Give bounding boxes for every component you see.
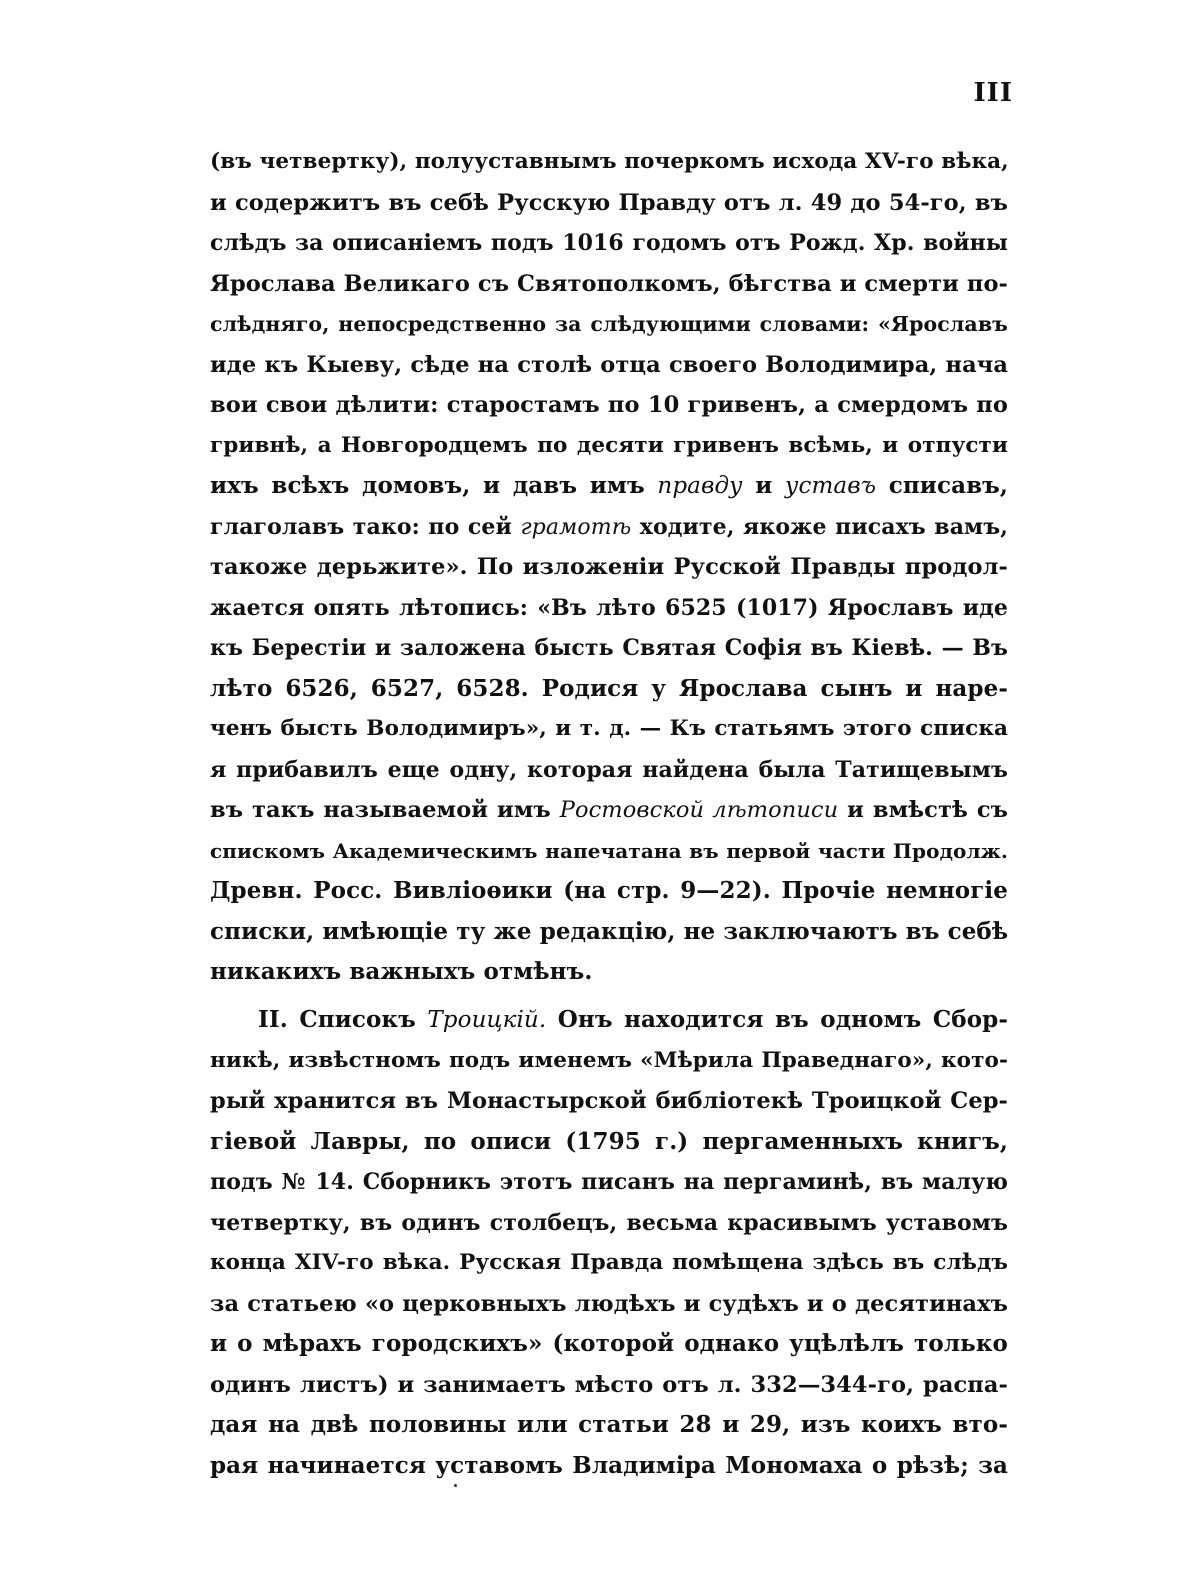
text-line: вои свои дѣлити: старостамъ по 10 гривенъ, а смердомъ по bbox=[210, 392, 1008, 418]
text-line bbox=[210, 1000, 1008, 1041]
text-line: конца XIV-го вѣка. Русская Правда помѣщена здѣсь въ слѣдъ bbox=[210, 1250, 1008, 1275]
italic-term-gramote: грамотѣ bbox=[520, 514, 632, 540]
italic-term-troitsky: Троицкій. bbox=[427, 1007, 547, 1033]
text-fragment: списавъ, bbox=[876, 472, 1009, 499]
text-line bbox=[210, 790, 1008, 831]
text-line: (въ четвертку), полууставнымъ почеркомъ исхода XV-го вѣка, bbox=[210, 149, 1009, 174]
text-line: и содержитъ въ себѣ Русскую Правду отъ л. 49 до 54-го, въ bbox=[210, 189, 1008, 216]
text-line: слѣдъ за описаніемъ подъ 1016 годомъ отъ Рожд. Хр. войны bbox=[210, 230, 1008, 256]
paragraph-1 bbox=[210, 142, 1008, 993]
text-line: гривнѣ, а Новгородцемъ по десяти гривенъ всѣмь, и отпусти bbox=[210, 432, 1008, 458]
text-line: я прибавилъ еще одну, которая найдена была Татищевымъ bbox=[210, 756, 1008, 783]
text-line: ченъ бысть Володимиръ», и т. д. — Къ статьямъ этого списка bbox=[210, 716, 1008, 741]
italic-term-rostov-chronicle: Ростовской лѣтописи bbox=[559, 797, 839, 823]
text-line: подъ № 14. Сборникъ этотъ писанъ на пергаминѣ, въ малую bbox=[210, 1169, 1008, 1195]
italic-term-ustav: уставъ bbox=[785, 473, 877, 499]
page-number: III bbox=[973, 78, 1013, 108]
text-line bbox=[210, 507, 1008, 548]
text-line: и о мѣрахъ городскихъ» (которой однако уцѣлѣлъ только bbox=[210, 1330, 1008, 1357]
text-fragment: въ такъ называемой имъ bbox=[210, 797, 560, 823]
text-fragment: глаголавъ тако: по сей bbox=[210, 513, 521, 540]
text-line: лѣто 6526, 6527, 6528. Родися у Ярослава сынъ и наре- bbox=[210, 674, 1008, 702]
text-fragment: и вмѣстѣ съ bbox=[838, 797, 1008, 823]
text-line: списки, имѣющіе ту же редакцію, не заключаютъ въ себѣ bbox=[210, 917, 1009, 945]
text-line: такоже дерьжите». По изложеніи Русской Правды продол- bbox=[210, 554, 1008, 580]
print-speck bbox=[454, 1484, 457, 1487]
text-line: одинъ листъ) и занимаетъ мѣсто отъ л. 332—344-го, распа- bbox=[210, 1371, 1008, 1398]
text-line: жается опять лѣтопись: «Въ лѣто 6525 (1017) Ярославъ иде bbox=[210, 594, 1008, 621]
text-fragment: и bbox=[742, 472, 786, 499]
text-line: спискомъ Академическимъ напечатана въ первой части Продолж. bbox=[210, 838, 1008, 863]
text-line: рый хранится въ Монастырской библіотекѣ Троицкой Сер- bbox=[210, 1088, 1008, 1114]
text-line: дая на двѣ половины или статьи 28 и 29, изъ коихъ вто- bbox=[210, 1411, 1008, 1438]
text-line: гіевой Лавры, по описи (1795 г.) пергаменныхъ книгъ, bbox=[210, 1127, 1008, 1155]
paragraph-2 bbox=[210, 1000, 1008, 1486]
text-line: Ярослава Великаго съ Святополкомъ, бѣгства и смерти по- bbox=[210, 270, 1008, 297]
text-line: иде къ Кыеву, сѣде на столѣ отца своего Володимира, нача bbox=[210, 351, 1008, 378]
text-line bbox=[210, 466, 1008, 507]
text-line: никакихъ важныхъ отмѣнъ. bbox=[210, 958, 593, 985]
text-line: четвертку, въ одинъ столбецъ, весьма красивымъ уставомъ bbox=[210, 1209, 1008, 1236]
text-line: Древн. Росс. Вивліоѳики (на стр. 9—22). Прочіе немногіе bbox=[210, 877, 1008, 904]
text-line: никѣ, извѣстномъ подъ именемъ «Мѣрила Праведнаго», кото- bbox=[210, 1047, 1008, 1073]
italic-term-pravdu: правду bbox=[657, 473, 743, 499]
text-line: рая начинается уставомъ Владиміра Мономаха о рѣзѣ; за bbox=[210, 1451, 1008, 1479]
text-fragment: II. Списокъ bbox=[258, 1006, 428, 1033]
text-fragment: ихъ всѣхъ домовъ, и давъ имъ bbox=[210, 472, 658, 499]
text-line: къ Берестіи и заложена бысть Святая Софія въ Кіевѣ. — Въ bbox=[210, 635, 1008, 661]
text-line: слѣдняго, непосредственно за слѣдующими словами: «Ярославъ bbox=[210, 312, 1008, 336]
text-fragment: Онъ находится въ одномъ Сбор- bbox=[546, 1006, 1008, 1033]
text-line: за статьею «о церковныхъ людѣхъ и судѣхъ и о десятинахъ bbox=[210, 1290, 1008, 1317]
text-fragment: ходите, якоже писахъ вамъ, bbox=[631, 513, 1008, 540]
